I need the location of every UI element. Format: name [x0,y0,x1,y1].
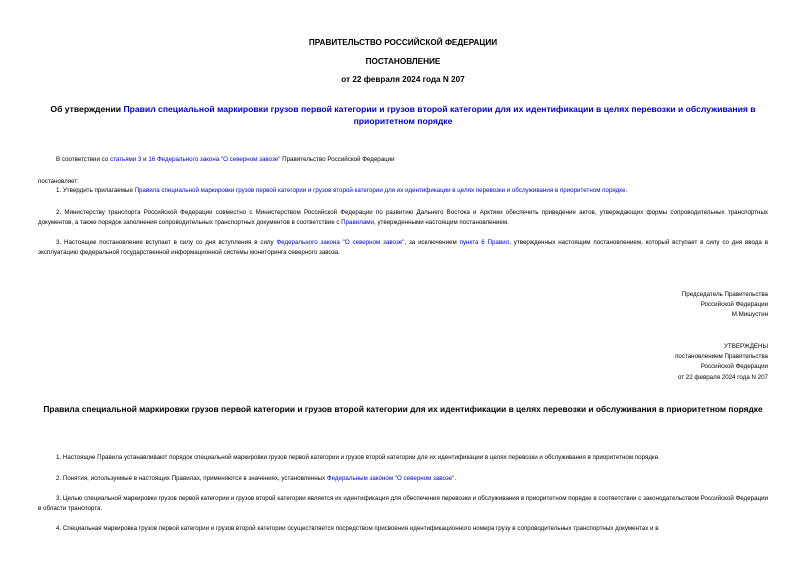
preamble-text-1: В соответствии со [56,156,110,163]
rule-1-paragraph: 1. Настоящие Правила устанавливают порядок специальной маркировки грузов первой категории и грузов второй категории для их идентификации в целях перевозки и обслуживания в приоритетном порядке. [56,454,660,461]
item-1-text-2: . [625,187,628,194]
item-1-text-1: 1. Утвердить прилагаемые [56,187,135,194]
rule-2-paragraph [38,474,768,484]
item-3-text-1: 3. Настоящее постановление вступает в силу со дня вступления в силу [56,239,277,246]
rule-2-text-1: 2. Понятия, используемые в настоящих Правилах, применяются в значениях, установленных [56,475,327,482]
title-prefix: Об утверждении [50,104,124,114]
rule-4-paragraph: 4. Специальная маркировка грузов первой категории и грузов второй категории осуществляется посредством присвоения идентификационного номера грузу в сопроводительных транспортных документах и в [56,525,659,532]
document-date-number: от 22 февраля 2024 года N 207 [341,75,465,84]
approval-block [675,342,768,383]
item-2-rules-link[interactable]: Правилами [341,218,375,226]
signature-country: Российской Федерации [700,301,768,309]
preamble-text-2: и [141,156,149,163]
government-heading: ПРАВИТЕЛЬСТВО РОССИЙСКОЙ ФЕДЕРАЦИИ [308,38,498,47]
article-16-law-link[interactable]: 16 Федерального закона "О северном завозе" [148,156,281,163]
item-1-rules-link[interactable]: Правила специальной маркировки грузов первой категории и грузов второй категории для их идентификации в целях перевозки и обслуживания в приоритетном порядке [134,187,626,194]
rules-title: Правила специальной маркировки грузов первой категории и грузов второй категории для их идентификации в целях перевозки и обслуживания в приоритетном порядке [43,404,763,414]
approval-line-3: Российской Федерации [700,363,768,371]
approval-line-2: постановлением Правительства [675,353,768,361]
rule-2-law-link[interactable]: Федеральным законом "О северном завозе" [326,475,455,482]
title-rules-link[interactable]: Правил специальной маркировки грузов первой категории и грузов второй категории для их идентификации в целях перевозки и обслуживания в приоритетном порядке [123,104,756,126]
article-3-link[interactable]: статьями 3 [109,156,142,163]
item-3-text-2: , за исключением [404,239,460,246]
preamble-text-3: Правительство Российской Федерации [280,156,395,163]
signature-block [682,290,768,321]
signature-position: Председатель Правительства [681,291,768,298]
document-title [38,104,768,127]
rule-3-paragraph: 3. Целью специальной маркировки грузов первой категории и грузов второй категории является их идентификация для обеспечения перевозки и обслуживания в приоритетном порядке в соответствии с законодательством Российской Федерации в области транспорта. [38,495,768,512]
document-type-heading: ПОСТАНОВЛЕНИЕ [365,57,441,66]
preamble-paragraph [38,155,768,165]
item-3-paragraph [38,238,768,257]
item-2-paragraph [38,208,768,227]
item-3-point-6-link[interactable]: пункта 6 Правил [459,239,510,246]
item-3-text-3: , утвержденных настоящим постановлением, который вступает в силу со дня ввода в эксплуатацию федеральной государственной информационной системы мониторинга северного завоза. [38,239,768,256]
rule-2-text-2: . [454,475,457,482]
signature-name: М.Мишустин [731,311,768,319]
approval-date-number: от 22 февраля 2024 года N 207 [677,373,768,381]
item-3-law-link[interactable]: Федерального закона "О северном завозе" [276,239,405,246]
decrees-line: постановляет: [38,178,79,185]
item-1-paragraph [38,186,768,196]
approval-heading: УТВЕРЖДЕНЫ [724,343,768,350]
item-2-text-2: , утвержденными настоящим постановлением. [374,218,509,226]
item-2-text-1: 2. Министерству транспорта Российской Федерации совместно с Министерством Российской Федерации по развитию Дальнего Востока и Арктики обеспечить приведение актов, утверждающих формы сопроводительных транспортных документов, а также порядок заполнения сопроводительных транспортных документов в соответствие с [38,209,768,226]
